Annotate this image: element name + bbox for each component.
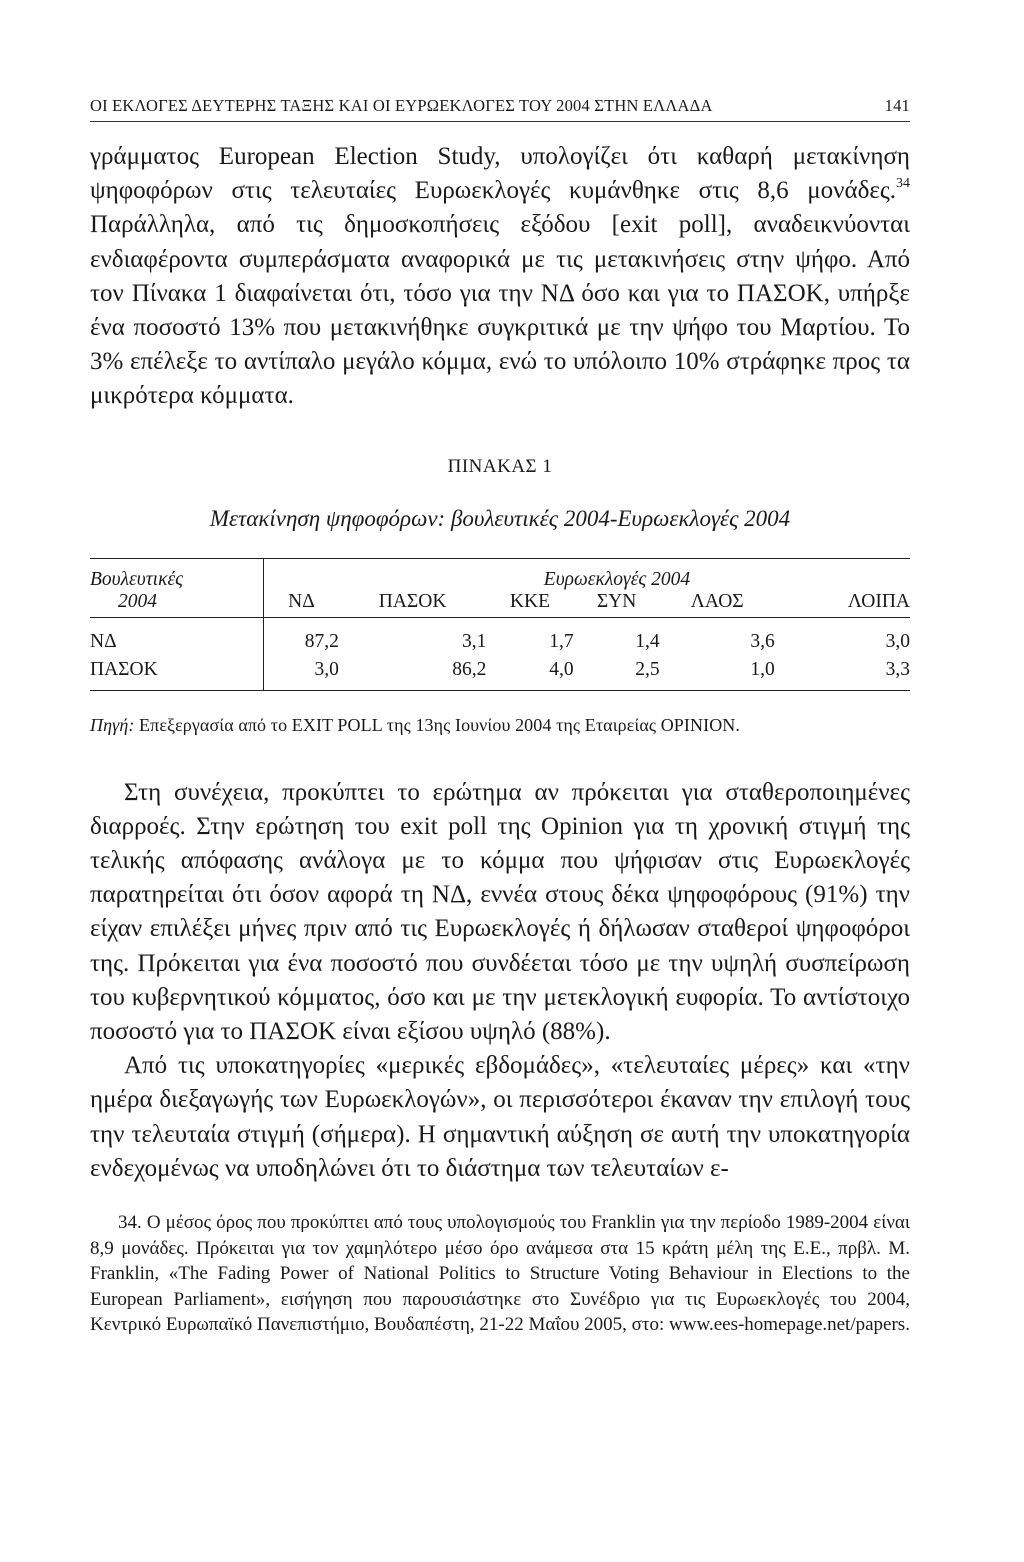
body-paragraph-1 (90, 140, 910, 414)
table-title: ΠΙΝΑΚΑΣ 1 (447, 455, 553, 477)
table-cell: 4,0 (486, 656, 573, 691)
table-row (90, 656, 910, 691)
table-cell: 2,5 (574, 656, 660, 691)
table-cell: 86,2 (339, 656, 486, 691)
column-header: ΠΑΣΟΚ (339, 591, 486, 618)
running-title: ΟΙ ΕΚΛΟΓΕΣ ΔΕΥΤΕΡΗΣ ΤΑΞΗΣ ΚΑΙ ΟΙ ΕΥΡΩΕΚΛΟΓΕΣ ΤΟΥ 2004 ΣΤΗΝ ΕΛΛΑΔΑ (90, 96, 713, 115)
table-cell: 3,1 (461, 630, 487, 652)
column-header: ΚΚΕ (486, 591, 573, 618)
book-page (90, 96, 910, 1357)
table-cell: 3,3 (775, 656, 910, 691)
table-cell: 1,4 (635, 630, 660, 652)
p1-text-before-ref: γράμματος European Election Study, υπολογίζει ότι καθαρή μετακίνηση ψηφοφόρων στις τελευταίες Ευρωεκλογές κυμάνθηκε στις 8,6 μονάδες. (90, 143, 910, 205)
table-source-note (90, 715, 910, 736)
group-header: Ευρωεκλογές 2004 (264, 558, 911, 591)
row-header-label-line2: 2004 (90, 591, 264, 618)
running-header (90, 96, 910, 122)
table-cell: 1,0 (660, 656, 775, 691)
vote-transfer-table (90, 558, 910, 691)
row-label: ΠΑΣΟΚ (90, 656, 264, 691)
column-header: ΝΔ (264, 591, 339, 618)
row-label: ΝΔ (90, 617, 264, 656)
table-cell: 3,6 (750, 630, 775, 652)
row-header-label-line1: Βουλευτικές (90, 558, 264, 591)
column-header: ΣΥΝ (574, 591, 660, 618)
footnote-reference: 34 (896, 176, 910, 192)
page-number: 141 (884, 96, 910, 115)
body-paragraph-3: Από τις υποκατηγορίες «μερικές εβδομάδες», «τελευταίες μέρες» και «την ημέρα διεξαγωγής των Ευρωεκλογών», οι περισσότεροι έκαναν την επιλογή τους την τελευταία στιγμή (σήμερα). Η σημαντική αύξηση σε αυτή την υποκατηγορία ενδεχομένως να υποδηλώνει ότι το διάστημα των τελευταίων ε- (90, 1052, 910, 1182)
table-column-header-row (90, 591, 910, 618)
table-group-header-row (90, 558, 910, 591)
table-cell: 1,7 (549, 630, 574, 652)
p1-text-after-ref: Παράλληλα, από τις δημοσκοπήσεις εξόδου [exit poll], αναδεικνύονται ενδιαφέροντα συμπεράσματα αναφορικά με τις μετακινήσεις στην ψήφο. Από τον Πίνακα 1 διαφαίνεται ότι, τόσο για την ΝΔ όσο και για το ΠΑΣΟΚ, υπήρξε ένα ποσοστό 13% που μετακινήθηκε συγκριτικά με την ψήφο του Μαρτίου. Το 3% επέλεξε το αντίπαλο μεγάλο κόμμα, ενώ το υπόλοιπο 10% στράφηκε προς τα μικρότερα κόμματα. (90, 211, 910, 410)
body-paragraph-2: Στη συνέχεια, προκύπτει το ερώτημα αν πρόκειται για σταθεροποιημένες διαρροές. Στην ερώτηση του exit poll της Opinion για τη χρονική στιγμή της τελικής απόφασης ανάλογα με το κόμμα που ψήφισαν στις Ευρωεκλογές παρατηρείται ότι όσον αφορά τη ΝΔ, εννέα στους δέκα ψηφοφόρους (91%) την είχαν επιλέξει μήνες πριν από τις Ευρωεκλογές ή δήλωσαν σταθεροί ψηφοφόροι της. Πρόκειται για ένα ποσοστό που συνδέεται τόσο με την υψηλή συσπείρωση του κυβερνητικού κόμματος, όσο και με την μετεκλογική ευφορία. Το αντίστοιχο ποσοστό για το ΠΑΣΟΚ είναι εξίσου υψηλό (88%). (90, 778, 910, 1046)
table-subtitle: Μετακίνηση ψηφοφόρων: βουλευτικές 2004-Ευρωεκλογές 2004 (209, 505, 791, 531)
column-header: ΛΑΟΣ (660, 591, 775, 618)
table-cell: 3,0 (885, 630, 910, 652)
footnote-34: 34. Ο μέσος όρος που προκύπτει από τους υπολογισμούς του Franklin για την περίοδο 1989-2004 είναι 8,9 μονάδες. Πρόκειται για τον χαμηλότερο μέσο όρο ανάμεσα στα 15 κράτη μέλη της Ε.Ε., πρβλ. M. Franklin, «The Fading Power of National Politics to Structure Voting Behaviour in Elections to the European Parliament», εισήγηση που παρουσιάστηκε στο Συνέδριο για τις Ευρωεκλογές του 2004, Κεντρικό Ευρωπαϊκό Πανεπιστήμιο, Βουδαπέστη, 21-22 Μαΐου 2005, στο: www.ees-homepage.net/papers. (90, 1212, 910, 1336)
source-text: Επεξεργασία από το EXIT POLL της 13ης Ιουνίου 2004 της Εταιρείας OPINION. (134, 714, 740, 735)
table-row (90, 617, 910, 656)
source-label: Πηγή: (90, 714, 135, 735)
table-cell: 87,2 (304, 630, 339, 652)
table-cell: 3,0 (264, 656, 339, 691)
column-header: ΛΟΙΠΑ (775, 591, 910, 618)
